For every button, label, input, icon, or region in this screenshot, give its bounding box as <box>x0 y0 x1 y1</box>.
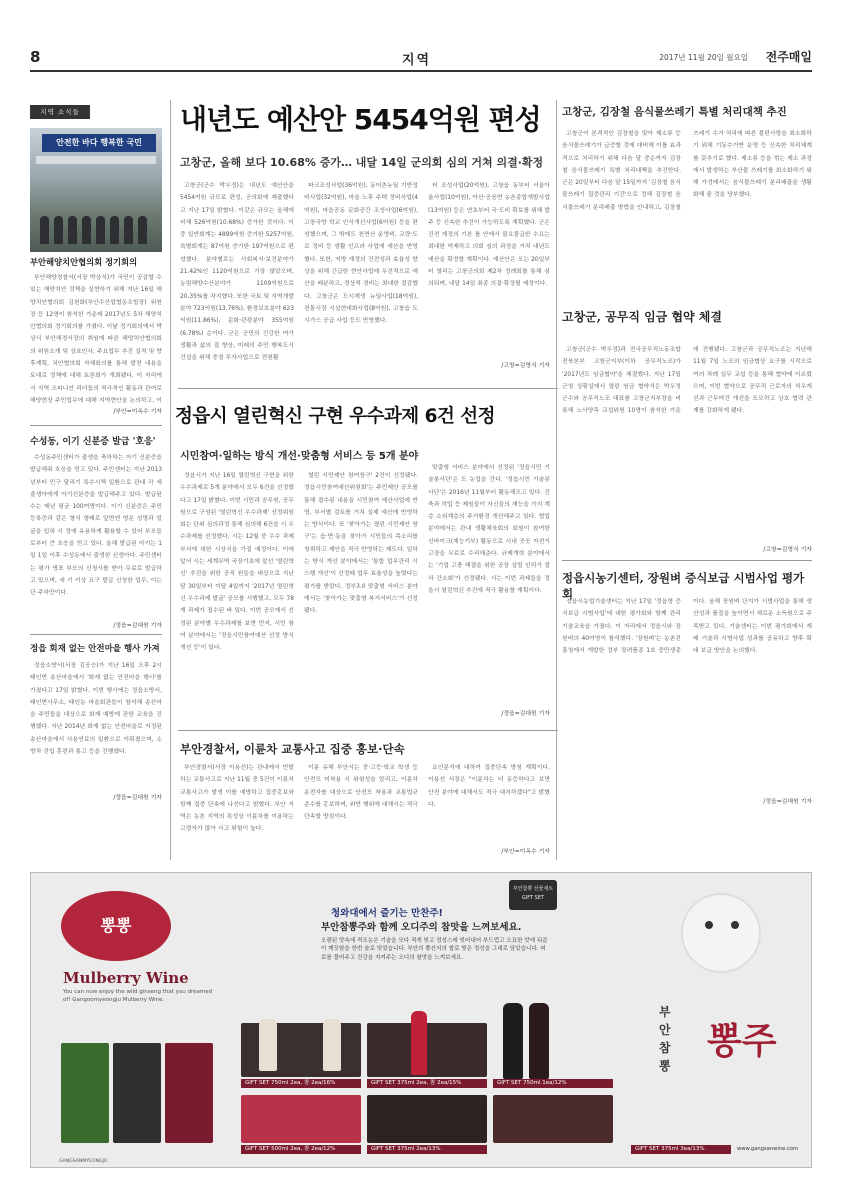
right-story1-title: 고창군, 김장철 음식물쓰레기 특별 처리대책 추진 <box>562 106 787 118</box>
person-figure <box>68 216 77 244</box>
article-text: 터 조성사업(20억원), 고창읍 동부터 서울아울사업(10억원), 아산·공음면 농촌종합개발사업(13억원) 등은 연초부터 국·도비 확보를 위해 발주 등 신속한 추진이 가능하도록 계획했다. 군은 건전 재정의 기본 틀 안에서 불요불급한 수요는 최대한 억제하고 의회 심의 과정을 거쳐 내년도 예산을 확정할 계획이다. 예산안은 오는 20일부터 열리는 고창군의회 제2차 정례회를 통해 심의되며, 내달 14일 최종 의결·확정될 예정이다. <box>428 183 550 288</box>
divider <box>562 560 812 561</box>
person-figure <box>96 216 105 244</box>
divider <box>30 425 162 426</box>
person-figure <box>54 216 63 244</box>
divider <box>178 730 558 731</box>
issue-date: 2017년 11월 20일 월요일 <box>659 53 748 62</box>
left-story3-byline: /정읍=김대원 기자 <box>113 795 162 801</box>
bottle <box>503 1003 523 1079</box>
divider <box>178 388 558 389</box>
brand-tagline: You can now enjoy the wild ginseng that you dreamed of! Gangoomyeongju Mulberry Wine. <box>63 989 213 1003</box>
right-story2-byline: /고창=김영식 기자 <box>763 547 812 553</box>
set-label: GIFT SET 750ml 2ea, 참 2ea/16% <box>241 1079 361 1088</box>
article-text: 수성동주민센터가 출생을 축하하는 아기 신분증을 발급해줘 호응을 얻고 있다. 주민센터는 지난 2013년부터 민구 달리기 특수시책 일환으로 관내 각 세 출생아에게 아기신분증을 발급해주고 있다. 발급된 수는 매년 평균 100여명이다. 이기 신분증은 주민등록증과 같은 형식 형태로 앞면엔 영문 성명과 얼굴을 입혀 시 정에 유용하게 활용할 수 있어 부모들로부터 큰 호응을 얻고 있다. 올해 발급된 아기는 1일 1일 이후 수성동에서 출생한 신생아다. 주민센터는 평가 명표 부모의 신청서를 받아 무료로 발급하고 있으며, 세 기 이상 요구 발급 신청한 업무, 이는 단 주차만이다. <box>30 455 162 597</box>
right-story3-body <box>562 596 812 792</box>
publication-name: 전주매일 <box>765 50 812 64</box>
regional-news-tag: 지역 소식들 <box>30 105 90 119</box>
product-box <box>61 1043 109 1143</box>
ad-footer: GANGSANMYEONGJU <box>59 1159 108 1164</box>
right-story3-byline: /정읍=김대원 기자 <box>763 799 812 805</box>
ad-subheadline: 부안참뽕주와 함께 오디주의 참맛을 느껴보세요. <box>321 922 522 933</box>
set-label: GIFT SET 500ml 2ea, 참 2ea/12% <box>241 1145 361 1154</box>
mulberry-wine-advertisement[interactable] <box>30 872 812 1168</box>
left-story2-body <box>30 452 162 619</box>
brand-name: Mulberry Wine <box>63 969 189 987</box>
set-label: GIFT SET 375ml 2ea/13% <box>367 1145 487 1154</box>
left-story2-title: 수성동, 이기 신분증 발급 '호응' <box>30 437 156 447</box>
article-text: 고창군(군수 박우정)과 전국공무직노동조합 전북본부 고창군지부(이하 공무직노조)가 '2017년도 임금협약'을 체결했다. 지난 17일 군청 상황실에서 열린 임금 협약식은 박우정 군수와 공무직노조 대표를 고창군지부장을 비롯해 노사양측 교섭위원 10명이 참석한 가운데 진행됐다. 고창군과 공무직노조는 지난해 11월 7일 노조의 임금협상 요구를 시작으로 여러 차례 실무 교섭 등을 통해 협약에 이르렀으며, 이번 협약으로 공무직 근로자의 처우개선과 근무여건 개선을 도모하고 상호 협력 관계를 강화하게 됐다. <box>562 347 812 415</box>
meeting-photo <box>30 128 162 252</box>
article-text: 부안경찰서(서장 이용선)는 관내에서 빈발하는 교통사고로 지난 11월 중 5건이 이륜차 교통사고가 발생 이를 예방하고 집중홍보와 함께 집중 단속에 나선다고 밝혔다. 부안 지역은 농촌 지역의 특성상 이륜차를 이용하는 고령자가 많아 사고 위험이 높다. <box>180 765 294 833</box>
article-text: 이륜 유해 부안서는 중·고등·학교 학생 등 안전모 미착용 시 위험성을 알리고, 이륜차 운전자를 대상으로 안전모 착용과 교통법규 준수를 홍보하며, 위반 행위에 대해서는 적극 단속할 방침이다. <box>304 765 418 821</box>
divider <box>30 634 162 635</box>
ad-headline: 청와대에서 즐기는 만찬주! <box>331 908 443 919</box>
person-figure <box>110 216 119 244</box>
article-text: 맞춤형 서비스 분야에서 선정된 '정읍시민 기술봉사단'은 도 농업을 간다. '정읍시민 기술봉사단'은 2016년 11월부터 활동해오고 있다. 건축과 작업 등 제원들이 자신들의 재능을 가지 계층 소외계층의 주거환경 개선해주고 있다. 협업 분야에서는 관내 생활체육회의 회원이 참여한 신바이크(재능기부) 활동으로 시내 곳곳 자전거 고장을 무료로 수리해준다. 규제개혁 분야에서는 '기업 고충 해결을 위한 공장 설립 인허가 절차 간소화'가 선정됐다. 시는 이번 과제들을 정읍시 열린혁신 추진에 적극 활용할 계획이다. <box>428 465 550 594</box>
gift-box <box>241 1095 361 1143</box>
article-text: 정읍시가 지난 16일 열린혁신 구현을 위한 우수과제로 5개 분야에서 모두 6건을 선정했다고 17일 밝혔다. 이번 시민과 공무원, 공무원으로 구성된 '열린혁신 우수과제' 선정위원회는 단위 심의과정 통해 심의해 6건을 시 우수과제를 선정했다. 시는 12월 중 우수 과제 부서에 대한 시상식을 가질 예정이다. 이에 앞서 시는 세계무역 국장기초에 앞선 '열린혁신' 추진을 위한 공직 원들을 대상으로 지난 달 30일부터 이달 4일까지 '2017년 열린혁신 우수과제 발굴' 공모를 시행했고, 모두 78개 과제가 접수된 바 있다. 이번 공모에서 선정된 분야별 우수과제를 보면 먼저, 시민 참여 분야에서는 '정읍시민참여예산 선정 방식 개선 등'이 있다. <box>180 473 294 652</box>
set-label: GIFT SET 375ml 3ea/13% <box>631 1145 731 1154</box>
article-text: 부안해양경찰서(서장 박상식)가 국민이 공감할 수 있는 해양치안 정책을 실현하기 위해 지난 16일 해양치안협의회 김천화(부안수산업협동조합장) 위원장 등 12명이 참석한 가운데 2017년도 5차 해양치안협의회 정기회의를 가졌다. 이날 정기회의에서 박상식 부안해경서장의 취임에 따른 해양치안협의회의 위원소개 및 상호인사, 주요업무 추진 실적 및 향후계획, 치안협의회 자체회의를 통해 발전 내용을 토대로 정책에 대해 토론회가 개최됐다. 이 자리에서 지역 오피니언 리더들의 적극적인 활동과 관여로 해양현장 주민업무에 대해 지역현안을 논의하고, 이 <box>30 275 162 404</box>
jeongeup-body-col1 <box>180 470 294 720</box>
jeongeup-subheadline: 시민참여·일하는 방식 개선·맞춤형 서비스 등 5개 분야 <box>180 451 419 462</box>
jeongeup-body-col2 <box>304 470 418 720</box>
mascot-icon <box>681 893 761 973</box>
jeongeup-byline: /정읍=김대원 기자 <box>501 711 550 717</box>
left-story3-body <box>30 660 162 792</box>
right-story3-title: 정읍시농기센터, 장원벼 증식보급 시범사업 평가회 <box>562 571 805 601</box>
product-box <box>165 1043 213 1143</box>
column-divider <box>556 100 557 860</box>
photo-banner: 안전한 바다 행복한 국민 <box>42 134 156 152</box>
buan-body-col3 <box>428 762 550 846</box>
buan-body-col1 <box>180 762 294 858</box>
article-text: 요인분석에 대하여 집중단속 방침 계획이다. 이용선 서장은 "이륜차는 더 동등하다고 보면 안전 분야에 대해서도 적극 대처하겠다"고 밝혔다. <box>428 765 550 808</box>
bottle <box>411 1011 427 1075</box>
photo-caption: 부안해양치안협의회 정기회의 <box>30 257 138 267</box>
person-figure <box>124 216 133 244</box>
article-text: 정읍시농업기술센터는 지난 17일 '정읍형 증식보급 시범사업'에 대한 평가회와 함께 관리기술교육을 가졌다. 이 자리에서 정읍시와 장원벼의 40여명이 참석했다. '장원벼'는 농촌진흥청에서 개발한 정부 장려품종 1호 중만생종이다. 올해 장원벼 단지가 시범사업을 통해 생산성과 품질을 높이면서 새로운 소득원으로 주목받고 있다. 기술센터는 이번 평가회에서 재배 기술과 시범사업 성과를 공유하고 향후 확대 보급 방안을 논의했다. <box>562 599 812 655</box>
left-story1-body <box>30 272 162 406</box>
article-text: 고창군(군수 박우정)은 내년도 예산안을 5454억원 규모로 편성, 군의회에 제출했다고 지난 17일 밝혔다. 이같은 규모는 올해에 비해 526억원(10.68%) 증가한 것이다. 이 중 일반회계는 4899억원 증가한 5257억원, 특별회계는 87억원 증가한 197억원으로 편성했다. 분야별로는 사회복지·보건분야가 21.42%인 1120억원으로 가장 많았으며, 농림해양수산분야가 1109억원으로 20.35%를 차지했다. 또한 국토 및 지역개발분야 723억원(13.76%), 환경보호분야 623억원(11.86%), 문화·관광분야 355억원(6.78%) 순이다. 군은 군민의 건강한 여가생활과 삶의 질 향상, 미래의 주민 행복도시 건설을 위해 중점 투자사업으로 전천활 <box>180 183 294 362</box>
right-story2-title: 고창군, 공무직 임금 협약 체결 <box>562 304 812 325</box>
buan-body-col2 <box>304 762 418 858</box>
left-story1-byline: /부안=이옥수 기자 <box>113 409 162 415</box>
right-story2-body <box>562 344 812 542</box>
lead-byline: /고창=김영식 기자 <box>501 363 550 369</box>
ad-website[interactable]: www.gangsanwine.com <box>737 1146 799 1152</box>
person-figure <box>138 216 147 244</box>
left-story2-byline: /정읍=김대원 기자 <box>113 623 162 629</box>
calligraphy-side: 부안참뽕 <box>659 1005 671 1073</box>
buan-byline: /부안=이옥수 기자 <box>501 849 550 855</box>
lead-subheadline: 고창군, 올해 보다 10.68% 증가… 내달 14일 군의회 심의 거쳐 의결·확정 <box>180 156 544 169</box>
buan-headline: 부안경찰서, 이륜차 교통사고 집중 홍보·단속 <box>180 742 405 756</box>
product-box <box>113 1043 161 1143</box>
page-number: 8 <box>30 48 41 66</box>
person-figure <box>82 216 91 244</box>
gift-box <box>367 1023 487 1077</box>
column-divider <box>170 100 171 860</box>
set-label: GIFT SET 375ml 2ea, 참 2ea/15% <box>367 1079 487 1088</box>
lead-body-col2 <box>304 180 418 370</box>
brand-logo: 뽕뽕 <box>61 891 171 961</box>
page-masthead <box>30 46 812 72</box>
section-title: 지역 <box>402 53 432 68</box>
person-figure <box>40 216 49 244</box>
calligraphy-title: 뽕주 <box>707 1020 777 1062</box>
article-text: 정읍소방서(서장 김공승)가 지난 16일 오후 2시 태인면 송산마을에서 '화재 없는 안전마을 행사'를 가졌다고 17일 밝혔다. 이번 행사에는 정읍소방서, 태인면사무소, 태인농 마을회관들이 참석해 송산마을 주민들을 대상으로 화재 예방에 관한 교육을 진행했다. 지난 2014년 화재 없는 안전마을로 지정된 송산마을에서 사용연료의 일환으로 이뤄졌으며, 소방차 진입 훈련과 통고 등을 진행했다. <box>30 663 162 756</box>
article-text: 열린 시민제안 참여창구' 2건이 선정됐다. 정읍시민참여예산위원회'는 주민제안 공모를 통해 접수된 내용을 시민참여 예산사업에 반영, 부서별 검토를 거쳐 실제 예산에 반영하는 방식이다. 또 '찾아가는 열린 시민제안 창구'는 읍·면·동을 찾아가 시민들의 목소리를 청취하고 제안을 적극 반영하는 제도다. 일하는 방식 개선 분야에서는 '통합 업무관리 시스템 개선'이 선정돼 업무 효율성을 높였다는 평가를 받았다. 정부3.0 맞춤형 서비스 분야에서는 '찾아가는 맞춤형 복지서비스'가 선정됐다. <box>304 473 418 615</box>
gift-box <box>493 1095 613 1143</box>
gift-box <box>367 1095 487 1143</box>
ad-copy: 오랜된 맛속에 적조농은 기술을 모다 적게 빚고 정성스레 빚어내어 부드럽고 오묘한 맛에 뒤끝이 깨끗함을 한번 술로 빚었습니다. 부안의 뽕산지의 쌀로 빚은 정성을 그대로 담았습니다. 피로를 풀어주고 건강을 지켜주는 오디의 참맛을 느껴보세요. <box>321 938 548 961</box>
lead-headline: 내년도 예산안 5454억원 편성 <box>180 103 541 136</box>
article-text: 파크조성사업(36억원), 동어촌뉴딜 기반정비사업(32억원), 마을 노후 주택 정비사업(4억원), 마을공동 문화공간 조성사업(6억원), 고창국방 학교 인식개선사업(6억원) 등을 편성했으며, 그 밖에도 천면산 운영비, 교량·도로 정비 등 생활 인프라 사업에 예산을 반영했다. 또한, 지방 재정의 건전성과 효율성 향상을 위해 긴급한 현안사업에 우선적으로 예산을 배분하고, 경상적 경비는 최대한 절감했다. 고창군은 도시재생 뉴딜사업(18억원), 전통시장 시설현대화사업(8억원), 고창읍 도시가스 공급 사업 등도 반영했다. <box>304 183 418 325</box>
gift-set-badge: 부안참뽕 선물세트 GIFT SET <box>509 880 557 910</box>
jeongeup-headline: 정읍시 열린혁신 구현 우수과제 6건 선정 <box>175 406 496 427</box>
set-label: GIFT SET 750ml 1ea/12% <box>493 1079 613 1088</box>
article-text: 고창군이 본격적인 김장철을 맞아 제소류 등 음식물쓰레기가 급증할 것에 대비해 이를 효과적으로 처리하기 위해 다음 달 중순까지 김장철 음식물쓰레기 특별 처리대책을 추진한다. 군은 20일부터 다음 달 15일까지 '김장철 음식물쓰레기 집중관리 기간'으로 정해 김장철 음식물쓰레기 분리배출 방법을 안내하고, 김장철 쓰레기 수거·처리에 따른 불편사항을 최소화하기 위해 기동수거반 운영 등 신속한 처리체계를 갖추기로 했다. 제소류 등을 꺾는 제소 과정에서 발생하는 부산물 쓰레기를 최소화하기 위해 가정에서는 음식물쓰레기 분리배출을 생활화해 줄 것을 당부했다. <box>562 131 812 211</box>
bottle <box>529 1003 549 1079</box>
photo-sign <box>36 156 156 164</box>
lead-body-col1 <box>180 180 294 370</box>
bottle <box>259 1019 277 1071</box>
bottle <box>323 1019 341 1071</box>
lead-body-col3 <box>428 180 550 358</box>
left-story3-title: 정읍 회재 없는 안전마을 행사 가져 <box>30 644 160 654</box>
jeongeup-body-col3 <box>428 462 550 706</box>
